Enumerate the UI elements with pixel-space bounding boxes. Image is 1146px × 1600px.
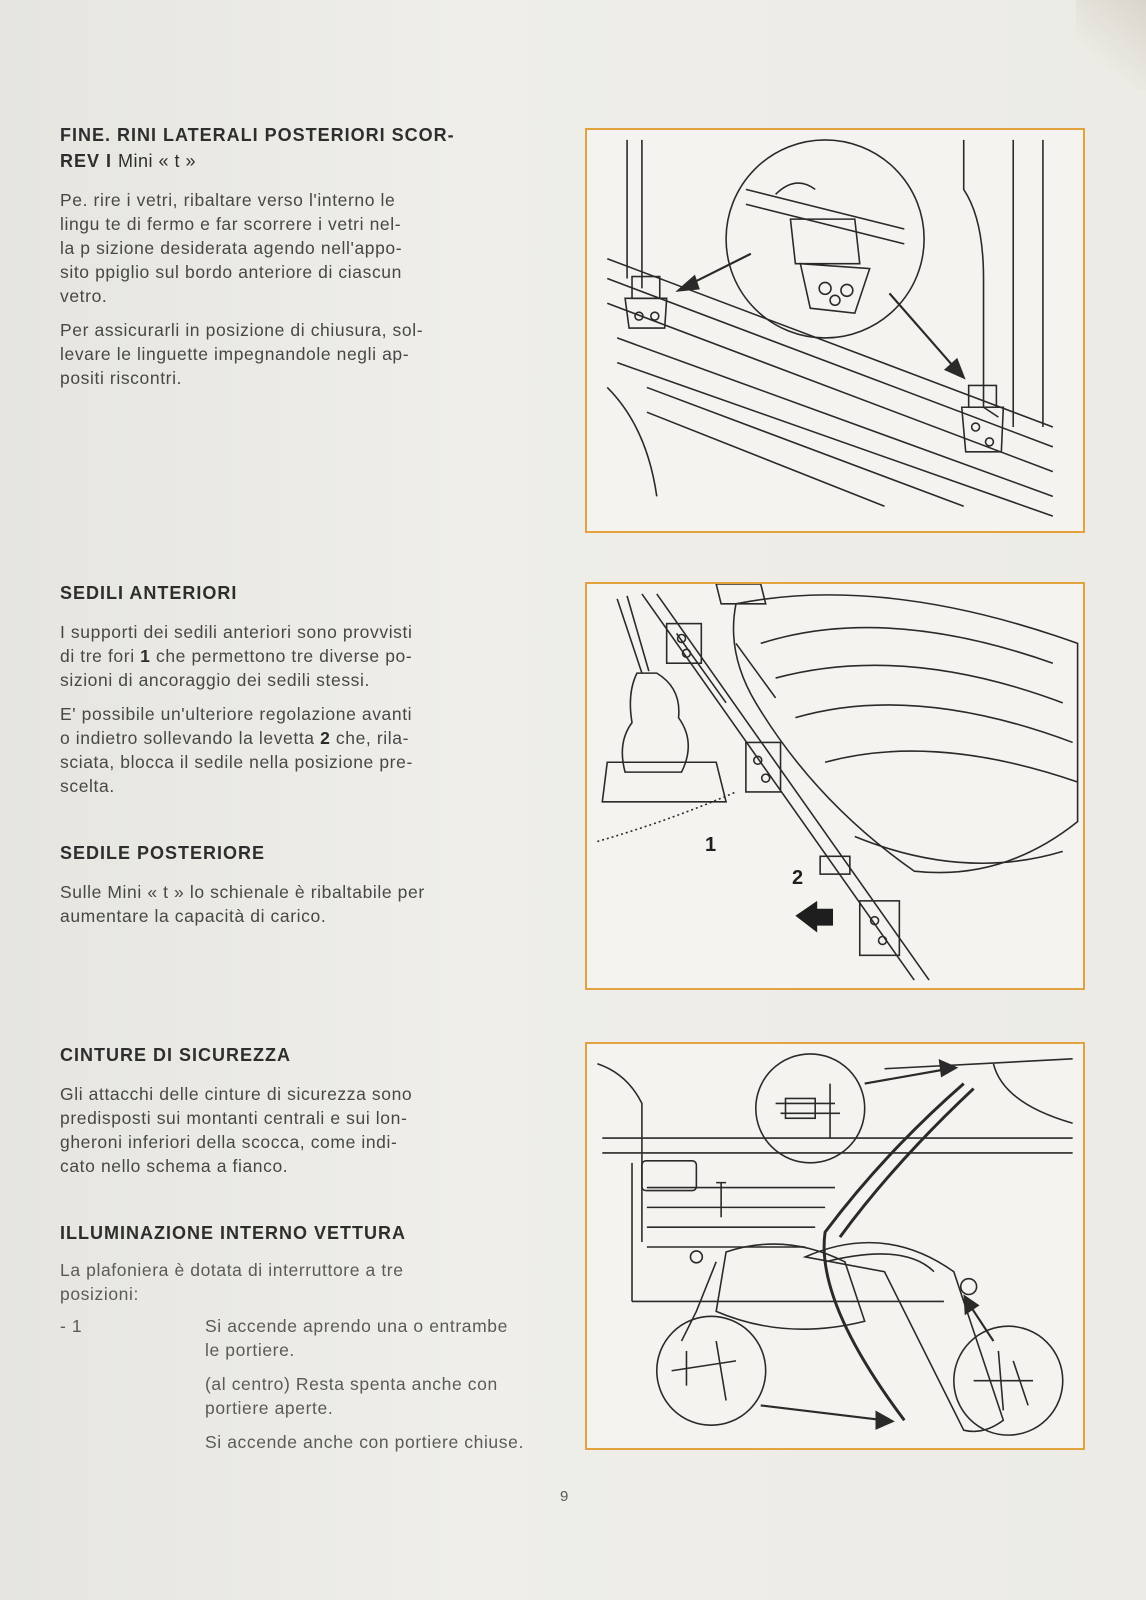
front-seat-figure <box>585 582 1085 990</box>
lighting-paragraph: La plafoniera è dotata di interruttore a tre posizioni: <box>60 1260 404 1304</box>
lighting-list <box>60 1314 560 1454</box>
seat-belt-figure <box>585 1042 1085 1450</box>
window-catch-drawing <box>587 130 1083 531</box>
windows-section <box>60 122 560 390</box>
seat-belt-drawing <box>587 1044 1083 1448</box>
belts-section <box>60 1042 560 1178</box>
belts-paragraph: Gli attacchi delle cinture di sicurezza sono predisposti sui montanti centrali e sui lon- gheroni inferiori della scocca, come indi- cato nello schema a fianco. <box>60 1084 413 1176</box>
callout-2: 2 <box>792 867 804 889</box>
page-corner-curl <box>1076 0 1146 90</box>
front-seats-section <box>60 580 560 798</box>
callout-1: 1 <box>705 834 717 856</box>
belts-title: CINTURE DI SICUREZZA <box>60 1045 291 1065</box>
lighting-item-3-text: Si accende anche con portiere chiuse. <box>205 1432 524 1452</box>
windows-title-line2: REV I Mini « t » <box>60 151 197 171</box>
front-seats-title: SEDILI ANTERIORI <box>60 583 238 603</box>
lighting-section <box>60 1220 560 1450</box>
page-number: 9 <box>560 1488 569 1505</box>
front-seat-drawing <box>587 584 1083 988</box>
window-catch-figure <box>585 128 1085 533</box>
lighting-title: ILLUMINAZIONE INTERNO VETTURA <box>60 1223 406 1243</box>
windows-paragraph-1: Pe. rire i vetri, ribaltare verso l'interno le lingu te di fermo e far scorrere i vetri nel- la p sizione desiderata agendo nell'appo- sito ppiglio sul bordo anteriore di ciascun vetro. <box>60 190 403 306</box>
front-seats-paragraph-2: E' possibile un'ulteriore regolazione avanti o indietro sollevando la levetta 2 che, rila- sciata, blocca il sedile nella posizione pre- scelta. <box>60 704 413 796</box>
windows-paragraph-2: Per assicurarli in posizione di chiusura, sol- levare le linguette impegnandole negli ap- positi riscontri. <box>60 320 424 388</box>
rear-seat-section <box>60 840 560 928</box>
front-seats-paragraph-1: I supporti dei sedili anteriori sono provvisti di tre fori 1 che permettono tre diverse po- sizioni di ancoraggio dei sedili stessi. <box>60 622 413 690</box>
lighting-item-1-text: Si accende aprendo una o entrambe le portiere. <box>205 1316 508 1360</box>
lighting-item-1-prefix: - 1 <box>60 1316 83 1336</box>
rear-seat-title: SEDILE POSTERIORE <box>60 843 266 863</box>
rear-seat-paragraph: Sulle Mini « t » lo schienale è ribaltabile per aumentare la capacità di carico. <box>60 882 425 926</box>
windows-title: FINE. RINI LATERALI POSTERIORI SCOR- <box>60 125 455 145</box>
lighting-item-2-text: (al centro) Resta spenta anche con portiere aperte. <box>205 1374 498 1418</box>
